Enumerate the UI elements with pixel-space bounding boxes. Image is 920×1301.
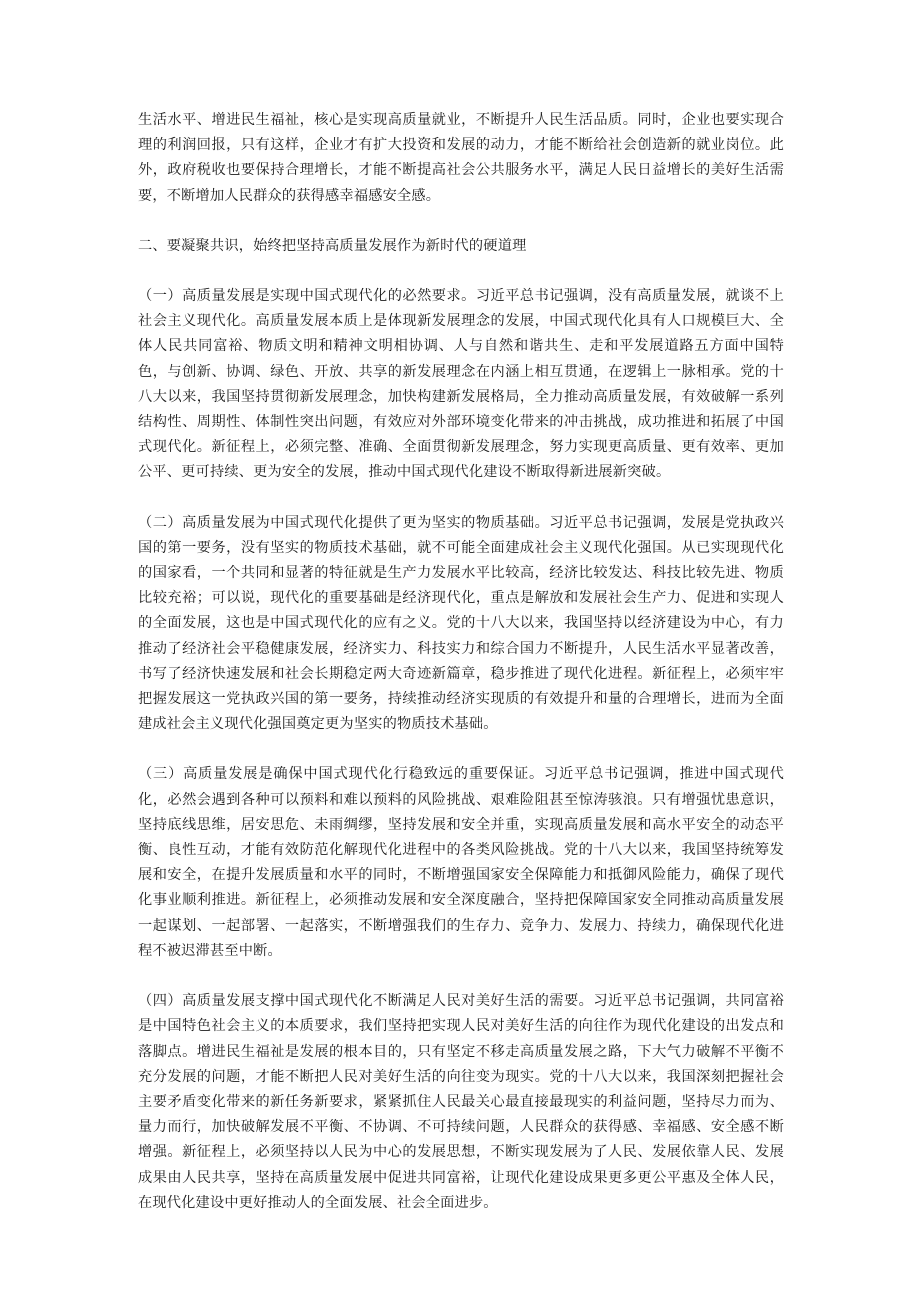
paragraph-section-3: （三）高质量发展是确保中国式现代化行稳致远的重要保证。习近平总书记强调，推进中国式现代化，必然会遇到各种可以预料和难以预料的风险挑战、艰难险阻甚至惊涛骇浪。只有增强忧患意识，坚持底线思维，居安思危、未雨绸缪，坚持发展和安全并重，实现高质量发展和高水平安全的动态平衡、良性互动，才能有效防范化解现代化进程中的各类风险挑战。党的十八大以来，我国坚持统筹发展和安全，在提升发展质量和水平的同时，不断增强国家安全保障能力和抵御风险能力，确保了现代化事业顺利推进。新征程上，必须推动发展和安全深度融合，坚持把保障国家安全同推动高质量发展一起谋划、一起部署、一起落实，不断增强我们的生存力、竞争力、发展力、持续力，确保现代化进程不被迟滞甚至中断。 bbox=[138, 766, 784, 959]
paragraph-section-4: （四）高质量发展支撑中国式现代化不断满足人民对美好生活的需要。习近平总书记强调，共同富裕是中国特色社会主义的本质要求，我们坚持把实现人民对美好生活的向往作为现代化建设的出发点和落脚点。增进民生福祉是发展的根本目的，只有坚定不移走高质量发展之路，下大气力破解不平衡不充分发展的问题，才能不断把人民对美好生活的向往变为现实。党的十八大以来，我国深刻把握社会主要矛盾变化带来的新任务新要求，紧紧抓住人民最关心最直接最现实的利益问题，坚持尽力而为、量力而行，加快破解发展不平衡、不协调、不可持续问题，人民群众的获得感、幸福感、安全感不断增强。新征程上，必须坚持以人民为中心的发展思想，不断实现发展为了人民、发展依靠人民、发展成果由人民共享，坚持在高质量发展中促进共同富裕，让现代化建设成果更多更公平惠及全体人民，在现代化建设中更好推动人的全面发展、社会全面进步。 bbox=[138, 993, 784, 1211]
paragraph-section-2: （二）高质量发展为中国式现代化提供了更为坚实的物质基础。习近平总书记强调，发展是党执政兴国的第一要务，没有坚实的物质技术基础，就不可能全面建成社会主义现代化强国。从已实现现代化的国家看，一个共同和显著的特征就是生产力发展水平比较高，经济比较发达、科技比较先进、物质比较充裕；可以说，现代化的重要基础是经济现代化，重点是解放和发展社会生产力、促进和实现人的全面发展，这也是中国式现代化的应有之义。党的十八大以来，我国坚持以经济建设为中心，有力推动了经济社会平稳健康发展，经济实力、科技实力和综合国力不断提升，人民生活水平显著改善，书写了经济快速发展和社会长期稳定两大奇迹新篇章，稳步推进了现代化进程。新征程上，必须牢牢把握发展这一党执政兴国的第一要务，持续推动经济实现质的有效提升和量的合理增长，进而为全面建成社会主义现代化强国奠定更为坚实的物质技术基础。 bbox=[138, 514, 784, 733]
section-heading: 二、要凝聚共识，始终把坚持高质量发展作为新时代的硬道理 bbox=[138, 237, 527, 254]
paragraph-intro: 生活水平、增进民生福祉，核心是实现高质量就业，不断提升人民生活品质。同时，企业也要实现合理的利润回报，只有这样，企业才有扩大投资和发展的动力，才能不断给社会创造新的就业岗位。此外，政府税收也要保持合理增长，才能不断提高社会公共服务水平，满足人民日益增长的美好生活需要，不断增加人民群众的获得感幸福感安全感。 bbox=[138, 112, 784, 204]
paragraph-section-1: （一）高质量发展是实现中国式现代化的必然要求。习近平总书记强调，没有高质量发展，就谈不上社会主义现代化。高质量发展本质上是体现新发展理念的发展，中国式现代化具有人口规模巨大、全体人民共同富裕、物质文明和精神文明相协调、人与自然和谐共生、走和平发展道路五方面中国特色，与创新、协调、绿色、开放、共享的新发展理念在内涵上相互贯通，在逻辑上一脉相承。党的十八大以来，我国坚持贯彻新发展理念，加快构建新发展格局，全力推动高质量发展，有效破解一系列结构性、周期性、体制性突出问题，有效应对外部环境变化带来的冲击挑战，成功推进和拓展了中国式现代化。新征程上，必须完整、准确、全面贯彻新发展理念，努力实现更高质量、更有效率、更加公平、更可持续、更为安全的发展，推动中国式现代化建设不断取得新进展新突破。 bbox=[138, 288, 784, 481]
document-page bbox=[138, 108, 784, 1216]
